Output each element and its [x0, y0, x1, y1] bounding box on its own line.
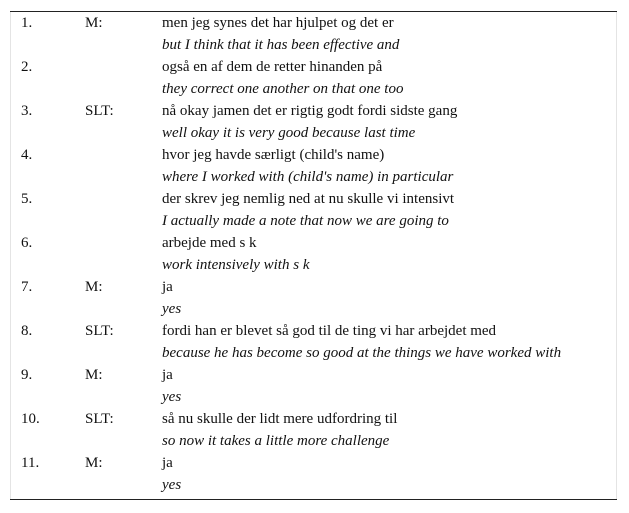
empty-cell — [85, 254, 161, 276]
empty-cell — [10, 298, 85, 320]
transcript-line — [10, 364, 617, 386]
line-number: 11. — [21, 455, 40, 471]
empty-cell — [85, 34, 161, 56]
line-number: 3. — [21, 103, 33, 119]
line-number: 2. — [21, 59, 33, 75]
speaker-label: M: — [85, 279, 103, 295]
speaker-label — [85, 188, 161, 210]
empty-cell — [85, 122, 161, 144]
transcript-gloss-line — [10, 78, 617, 100]
transcript-gloss-line — [10, 386, 617, 408]
english-translation: I actually made a note that now we are going to — [162, 213, 449, 229]
english-translation: because he has become so good at the things we have worked with — [162, 345, 562, 361]
english-translation: yes — [162, 477, 182, 493]
transcript-gloss-line — [10, 166, 617, 188]
empty-cell — [10, 386, 85, 408]
english-translation: well okay it is very good because last time — [162, 125, 416, 141]
english-translation: work intensively with s k — [162, 257, 310, 273]
speaker-label: M: — [85, 15, 103, 31]
speaker-label: SLT: — [85, 411, 114, 427]
transcript-line — [10, 12, 617, 34]
speaker-label: SLT: — [85, 323, 114, 339]
line-number: 8. — [21, 323, 33, 339]
transcript-table-frame — [10, 11, 617, 500]
line-number: 7. — [21, 279, 33, 295]
transcript-line — [10, 56, 617, 78]
transcript-gloss-line — [10, 210, 617, 232]
speaker-label: M: — [85, 455, 103, 471]
english-translation: where I worked with (child's name) in particular — [162, 169, 454, 185]
transcript-gloss-line — [10, 298, 617, 320]
transcript-line — [10, 100, 617, 122]
transcript-line — [10, 188, 617, 210]
transcript-body — [10, 12, 617, 496]
empty-cell — [10, 254, 85, 276]
speaker-label: SLT: — [85, 103, 114, 119]
line-number: 10. — [21, 411, 40, 427]
transcript-line — [10, 276, 617, 298]
empty-cell — [85, 430, 161, 452]
line-number: 9. — [21, 367, 33, 383]
transcript-gloss-line — [10, 342, 617, 364]
empty-cell — [10, 342, 85, 364]
speaker-label: M: — [85, 367, 103, 383]
speaker-label — [85, 56, 161, 78]
empty-cell — [10, 474, 85, 496]
transcript-line — [10, 232, 617, 254]
transcript-gloss-line — [10, 474, 617, 496]
transcript-line — [10, 144, 617, 166]
transcript-line — [10, 408, 617, 430]
transcript-gloss-line — [10, 254, 617, 276]
line-number: 5. — [21, 191, 33, 207]
empty-cell — [85, 78, 161, 100]
empty-cell — [85, 342, 161, 364]
english-translation: they correct one another on that one too — [162, 81, 404, 97]
speaker-label — [85, 232, 161, 254]
english-translation: so now it takes a little more challenge — [162, 433, 390, 449]
empty-cell — [85, 210, 161, 232]
danish-utterance: arbejde med s k — [162, 235, 257, 251]
empty-cell — [10, 430, 85, 452]
speaker-label — [85, 144, 161, 166]
line-number: 6. — [21, 235, 33, 251]
empty-cell — [85, 298, 161, 320]
empty-cell — [10, 78, 85, 100]
english-translation: yes — [162, 301, 182, 317]
line-number: 1. — [21, 15, 33, 31]
danish-utterance: så nu skulle der lidt mere udfordring til — [162, 411, 398, 427]
danish-utterance: ja — [162, 279, 173, 295]
empty-cell — [85, 166, 161, 188]
transcript-gloss-line — [10, 430, 617, 452]
empty-cell — [85, 386, 161, 408]
danish-utterance: også en af dem de retter hinanden på — [162, 59, 383, 75]
english-translation: yes — [162, 389, 182, 405]
empty-cell — [10, 210, 85, 232]
transcript-gloss-line — [10, 34, 617, 56]
transcript-line — [10, 320, 617, 342]
empty-cell — [10, 122, 85, 144]
transcript-line — [10, 452, 617, 474]
empty-cell — [85, 474, 161, 496]
danish-utterance: der skrev jeg nemlig ned at nu skulle vi intensivt — [162, 191, 455, 207]
transcript-gloss-line — [10, 122, 617, 144]
empty-cell — [10, 34, 85, 56]
danish-utterance: men jeg synes det har hjulpet og det er — [162, 15, 394, 31]
danish-utterance: nå okay jamen det er rigtig godt fordi sidste gang — [162, 103, 458, 119]
transcript-table — [10, 12, 617, 496]
danish-utterance: fordi han er blevet så god til de ting vi har arbejdet med — [162, 323, 497, 339]
empty-cell — [10, 166, 85, 188]
line-number: 4. — [21, 147, 33, 163]
danish-utterance: ja — [162, 367, 173, 383]
danish-utterance: hvor jeg havde særligt (child's name) — [162, 147, 385, 163]
danish-utterance: ja — [162, 455, 173, 471]
english-translation: but I think that it has been effective and — [162, 37, 400, 53]
